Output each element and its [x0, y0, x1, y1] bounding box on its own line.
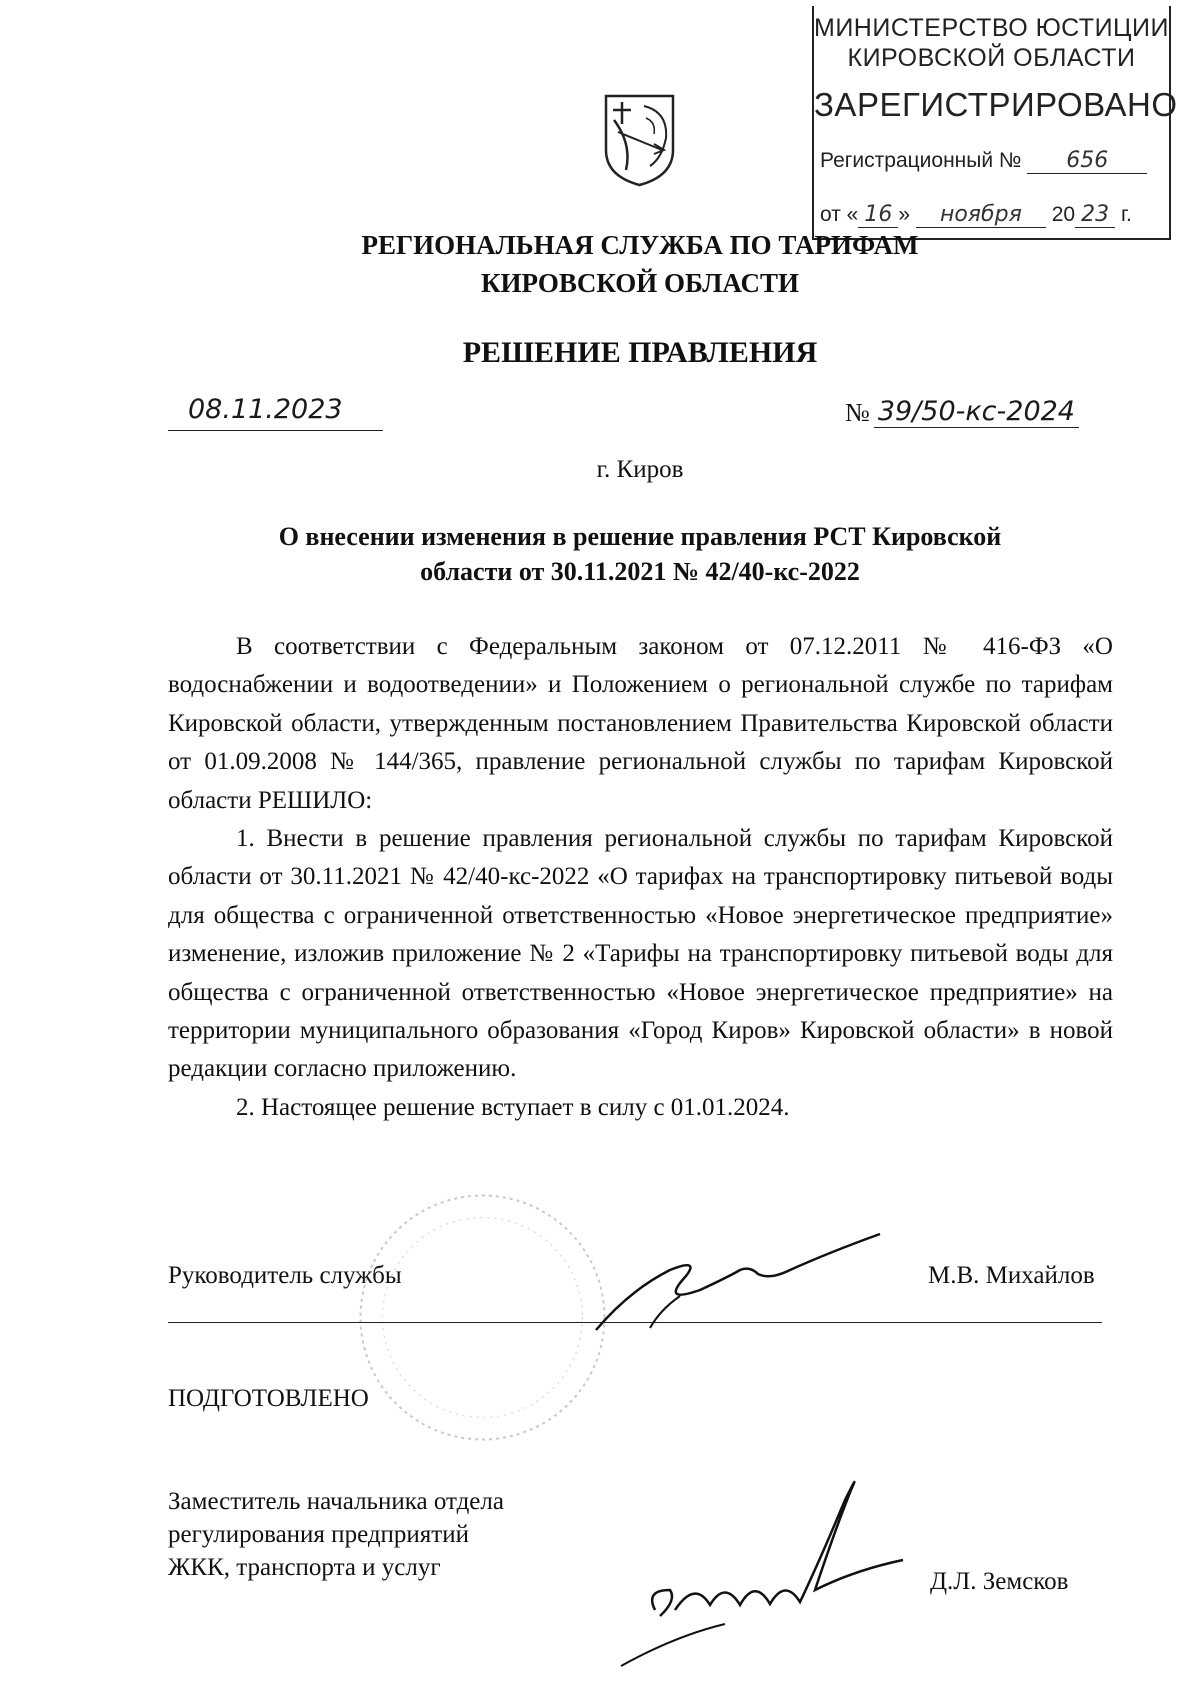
decision-body — [168, 628, 1113, 1127]
deputy-position-line3: ЖКК, транспорта и услуг — [168, 1554, 441, 1581]
coat-of-arms-icon — [602, 92, 677, 188]
stamp-reg-number: 656 — [1027, 148, 1147, 174]
stamp-status: ЗАРЕГИСТРИРОВАНО — [814, 86, 1178, 123]
preamble-paragraph: В соответствии с Федеральным законом от 07.12.2011 № 416-ФЗ «О водоснабжении и водоотведении» и Положением о региональной службе по тарифам Кировской области, утвержденным постановлением Правительства Кировской области от 01.09.2008 № 144/365, правление региональной службы по тарифам Кировской области РЕШИЛО: — [168, 633, 1113, 814]
subject-line2: области от 30.11.2021 № 42/40-кс-2022 — [420, 557, 860, 586]
deputy-name: Д.Л. Земсков — [930, 1568, 1069, 1595]
decision-number: 39/50-кс-2024 — [874, 396, 1079, 428]
head-title: Руководитель службы — [168, 1262, 402, 1289]
subject-line1: О внесении изменения в решение правления РСТ Кировской — [278, 522, 1002, 551]
decision-date: 08.11.2023 — [188, 394, 343, 425]
stamp-date-year-suffix: 23 — [1075, 202, 1115, 228]
stamp-date-day: 16 — [858, 202, 898, 228]
official-seal-icon — [355, 1190, 610, 1445]
stamp-date-prefix: от « — [820, 203, 859, 226]
stamp-ministry: МИНИСТЕРСТВО ЮСТИЦИИ — [814, 14, 1169, 42]
item-1-paragraph: 1. Внести в решение правления региональной службы по тарифам Кировской области от 30.11.2021 № 42/40-кс-2022 «О тарифах на транспортировку питьевой воды для общества с ограниченной ответственностью «Новое энергетическое предприятие» изменение, изложив приложение № 2 «Тарифы на транспортировку питьевой воды для общества с ограниченной ответственностью «Новое энергетическое предприятие» на территории муниципального образования «Город Киров» Кировской области» в новой редакции согласно приложению. — [168, 825, 1113, 1083]
deputy-signature-icon — [615, 1460, 905, 1670]
deputy-position-line1: Заместитель начальника отдела — [168, 1488, 504, 1515]
stamp-date-mid: » — [898, 203, 911, 226]
decision-number-field — [845, 396, 1079, 432]
agency-name-line2: КИРОВСКОЙ ОБЛАСТИ — [480, 268, 800, 298]
stamp-region: КИРОВСКОЙ ОБЛАСТИ — [847, 44, 1136, 72]
stamp-date-year-prefix: 20 — [1051, 203, 1076, 226]
document-type: РЕШЕНИЕ ПРАВЛЕНИЯ — [462, 336, 818, 369]
stamp-reg-label: Регистрационный № — [820, 149, 1022, 172]
head-name: М.В. Михайлов — [928, 1262, 1095, 1289]
agency-name-line1: РЕГИОНАЛЬНАЯ СЛУЖБА ПО ТАРИФАМ — [361, 230, 919, 260]
prepared-label: ПОДГОТОВЛЕНО — [168, 1385, 369, 1412]
deputy-position — [168, 1485, 504, 1584]
registration-stamp — [812, 6, 1178, 240]
stamp-registration-row — [820, 148, 1147, 174]
head-signature-icon — [590, 1230, 890, 1340]
stamp-date-row — [820, 202, 1132, 228]
deputy-position-line2: регулирования предприятий — [168, 1521, 469, 1548]
number-label: № — [845, 398, 870, 427]
item-2-paragraph: 2. Настоящее решение вступает в силу с 01.01.2024. — [236, 1093, 790, 1121]
city: г. Киров — [596, 456, 684, 483]
decision-date-field — [168, 396, 383, 431]
stamp-date-suffix: г. — [1120, 203, 1132, 226]
stamp-date-month: ноября — [916, 202, 1046, 228]
